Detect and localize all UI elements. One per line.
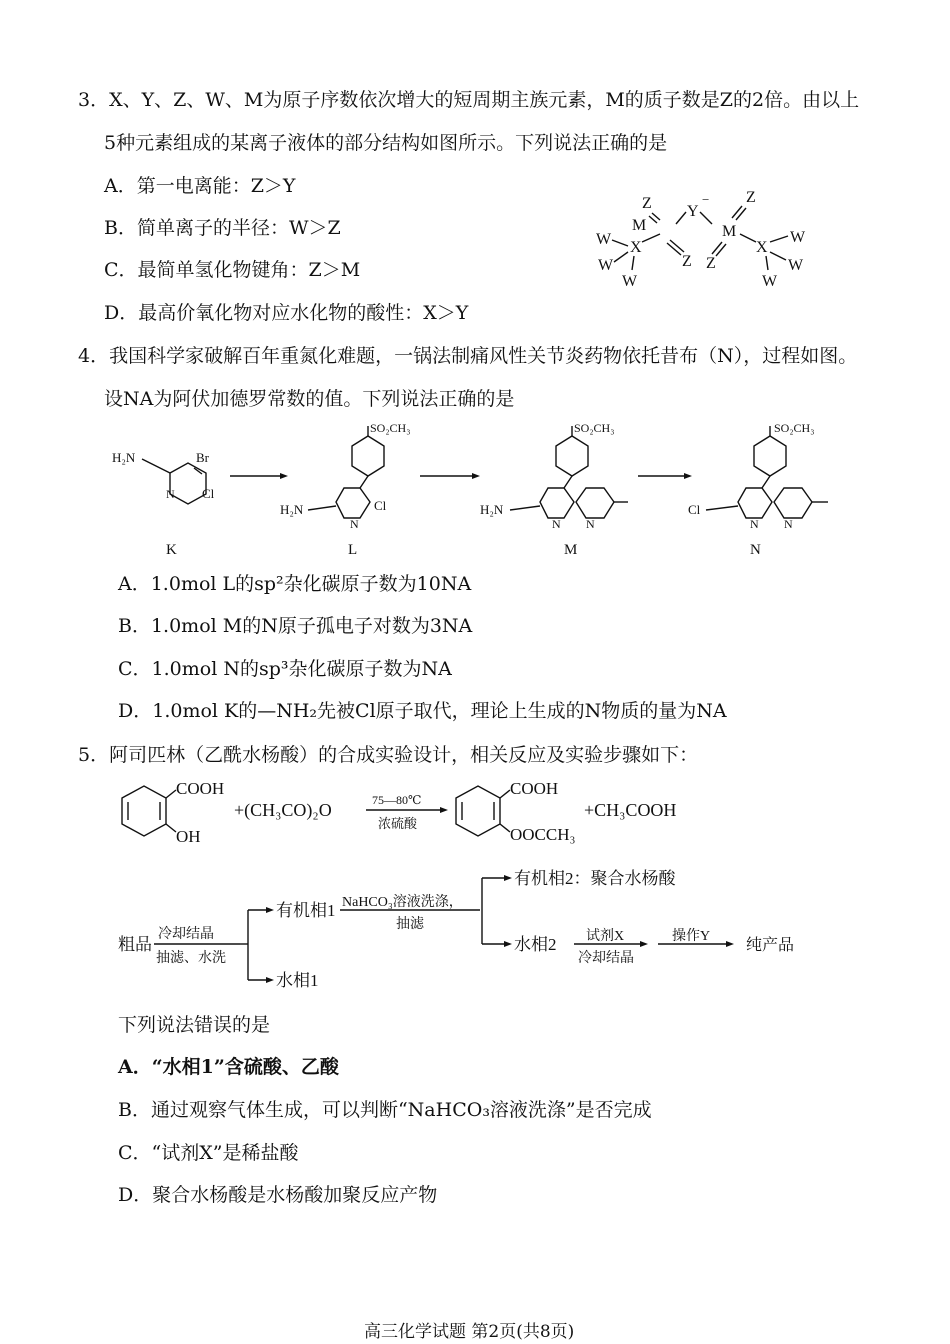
- svg-text:水相1: 水相1: [276, 971, 319, 990]
- atom-label: W: [762, 273, 778, 290]
- molecule-n: [688, 421, 828, 558]
- svg-text:75—80℃: 75—80℃: [372, 793, 422, 807]
- q5-process-flowchart: [112, 862, 832, 992]
- svg-text:冷却结晶: 冷却结晶: [578, 951, 634, 966]
- svg-text:SO₂CH₃: SO₂CH₃: [370, 421, 411, 435]
- label-l: L: [348, 542, 358, 558]
- atom-label: W: [598, 257, 614, 274]
- atom-label: W: [788, 257, 804, 274]
- atom-label: Z: [706, 255, 716, 272]
- svg-text:OOCCH₃: OOCCH₃: [510, 825, 576, 844]
- atom-label: Y: [687, 203, 699, 220]
- svg-text:H₂N: H₂N: [480, 502, 504, 517]
- label-n: N: [750, 542, 761, 558]
- svg-text:N: N: [750, 517, 759, 531]
- svg-text:NaHCO₃溶液洗涤，: NaHCO₃溶液洗涤，: [342, 895, 463, 910]
- svg-text:COOH: COOH: [510, 779, 559, 798]
- svg-text:N: N: [552, 517, 561, 531]
- svg-text:+(CH₃CO)₂O: +(CH₃CO)₂O: [234, 800, 332, 820]
- atom-label: W: [596, 231, 612, 248]
- svg-text:有机相2：聚合水杨酸: 有机相2：聚合水杨酸: [514, 869, 676, 888]
- svg-text:H₂N: H₂N: [280, 502, 304, 517]
- svg-text:粗品: 粗品: [118, 935, 152, 954]
- label-k: K: [166, 542, 177, 558]
- svg-text:N: N: [350, 517, 359, 531]
- q5-option-a: A．“水相1”含硫酸、乙酸: [118, 1056, 339, 1078]
- svg-text:浓硫酸: 浓硫酸: [378, 816, 418, 831]
- svg-text:COOH: COOH: [176, 779, 225, 798]
- atom-label: X: [630, 239, 642, 256]
- svg-text:有机相1: 有机相1: [276, 901, 336, 920]
- svg-text:+CH₃COOH: +CH₃COOH: [584, 800, 677, 820]
- svg-text:Cl: Cl: [374, 498, 387, 513]
- atom-label: Z: [642, 195, 652, 212]
- atom-label: W: [790, 229, 806, 246]
- svg-text:试剂X: 试剂X: [586, 929, 625, 944]
- q5-reaction-equation: [110, 776, 730, 848]
- q4-option-a: A．1.0mol L的sp²杂化碳原子数为10NA: [118, 573, 472, 595]
- q3-option-d: D．最高价氧化物对应水化物的酸性：X＞Y: [104, 302, 469, 324]
- svg-text:SO₂CH₃: SO₂CH₃: [774, 421, 815, 435]
- charge-label: −: [702, 192, 710, 207]
- q4-option-c: C．1.0mol N的sp³杂化碳原子数为NA: [118, 658, 452, 680]
- q3-option-a: A．第一电离能：Z＞Y: [104, 175, 296, 197]
- svg-text:抽滤: 抽滤: [396, 917, 424, 932]
- svg-text:纯产品: 纯产品: [746, 937, 795, 954]
- q4-option-d: D．1.0mol K的—NH₂先被Cl原子取代，理论上生成的N物质的量为NA: [118, 700, 727, 722]
- svg-text:操作Y: 操作Y: [672, 929, 711, 944]
- q3-stem-line1: 3．X、Y、Z、W、M为原子序数依次增大的短周期主族元素，M的质子数是Z的2倍。由以上: [78, 89, 860, 111]
- q3-stem-line2: 5种元素组成的某离子液体的部分结构如图所示。下列说法正确的是: [104, 132, 668, 154]
- q3-option-c: C．最简单氢化物键角：Z＞M: [104, 259, 361, 281]
- q3-ion-structure-figure: [590, 180, 830, 295]
- atom-label: Z: [746, 189, 756, 206]
- svg-text:冷却结晶: 冷却结晶: [158, 927, 214, 942]
- page-footer: 高三化学试题 第2页(共8页): [364, 1322, 575, 1342]
- svg-text:水相2: 水相2: [514, 935, 557, 954]
- svg-text:N: N: [784, 517, 793, 531]
- molecule-m: [480, 421, 628, 558]
- atom-label: Z: [682, 253, 692, 270]
- atom-label: M: [632, 217, 647, 234]
- q4-option-b: B．1.0mol M的N原子孤电子对数为3NA: [118, 615, 473, 637]
- svg-text:N: N: [166, 487, 175, 501]
- q5-prompt: 下列说法错误的是: [118, 1014, 271, 1036]
- svg-text:N: N: [586, 517, 595, 531]
- q4-stem-line1: 4．我国科学家破解百年重氮化难题，一锅法制痛风性关节炎药物依托昔布（N），过程如图。: [78, 345, 858, 367]
- svg-text:抽滤、水洗: 抽滤、水洗: [156, 951, 226, 966]
- q4-stem-line2: 设NA为阿伏加德罗常数的值。下列说法正确的是: [104, 388, 515, 410]
- q4-synthesis-scheme: [100, 418, 860, 563]
- svg-text:Cl: Cl: [688, 502, 701, 517]
- svg-text:Br: Br: [196, 450, 209, 465]
- atom-label: M: [722, 223, 737, 240]
- svg-text:H₂N: H₂N: [112, 450, 136, 465]
- molecule-k: [112, 450, 215, 558]
- svg-text:Cl: Cl: [202, 486, 215, 501]
- label-m: M: [564, 542, 578, 558]
- svg-text:OH: OH: [176, 827, 201, 846]
- q5-stem-line1: 5．阿司匹林（乙酰水杨酸）的合成实验设计，相关反应及实验步骤如下：: [78, 744, 699, 766]
- q3-option-b: B．简单离子的半径：W＞Z: [104, 217, 341, 239]
- q5-option-d: D．聚合水杨酸是水杨酸加聚反应产物: [118, 1184, 438, 1206]
- q5-option-b: B．通过观察气体生成，可以判断“NaHCO₃溶液洗涤”是否完成: [118, 1099, 652, 1121]
- svg-text:SO₂CH₃: SO₂CH₃: [574, 421, 615, 435]
- atom-label: X: [756, 239, 768, 256]
- molecule-l: [280, 421, 410, 558]
- q5-option-c: C．“试剂X”是稀盐酸: [118, 1142, 299, 1164]
- atom-label: W: [622, 273, 638, 290]
